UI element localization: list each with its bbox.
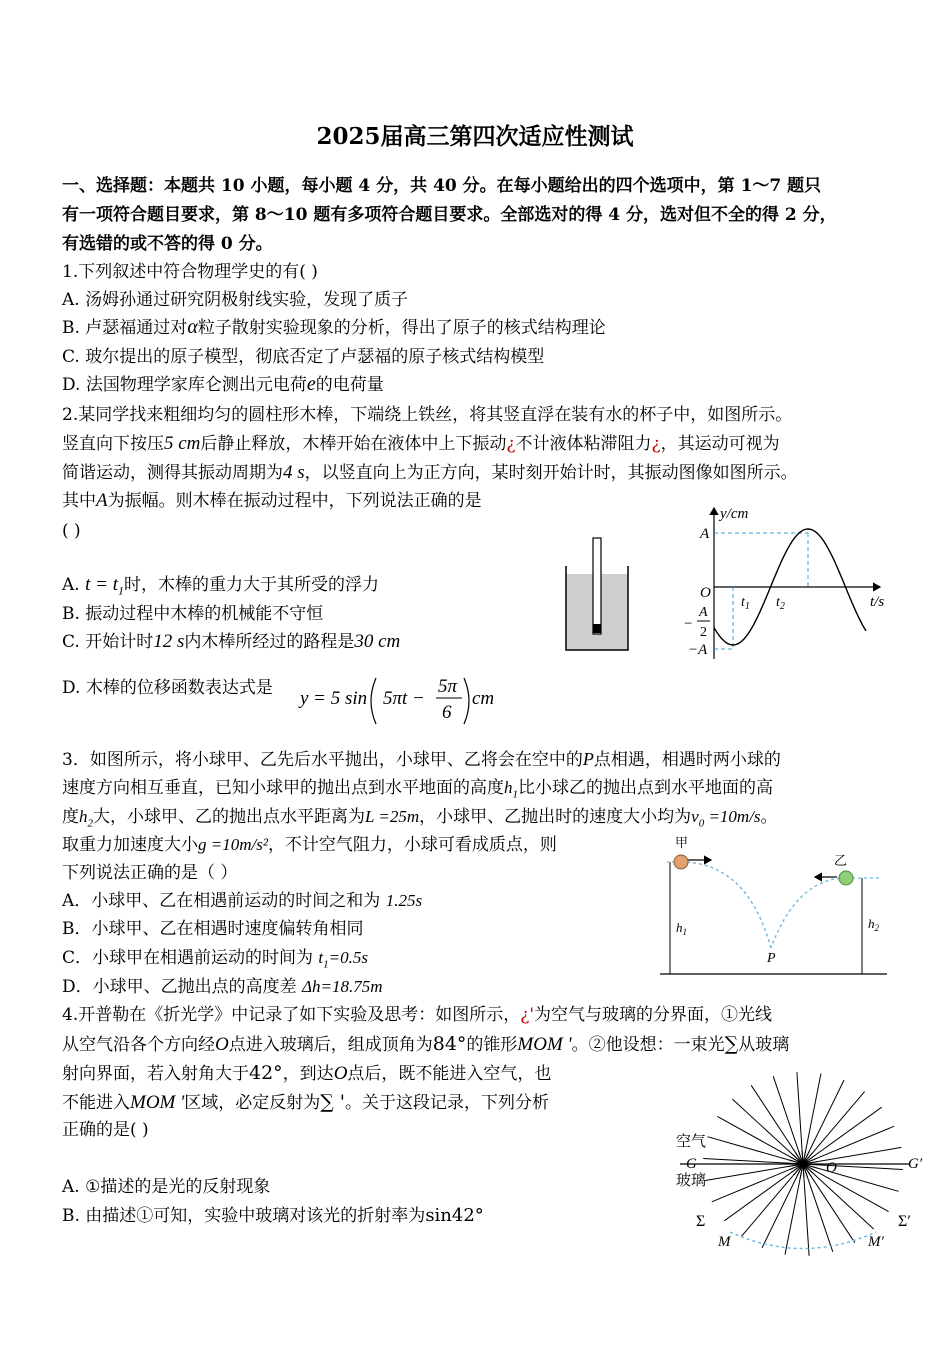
ball-yi xyxy=(839,871,853,885)
amplitude-label: A xyxy=(700,526,710,542)
formula-arg: 5πt − xyxy=(383,688,425,709)
q2-option-a: A. $t = t_1$时，木棒的重力大于其所受的浮力 xyxy=(62,574,379,598)
neg-amplitude-label: −A xyxy=(688,642,708,658)
g-label: G xyxy=(686,1156,697,1172)
t2-label: $t_2$ xyxy=(776,595,785,612)
t1-label: $t_1$ xyxy=(741,595,750,612)
q4-stem-1: 4.开普勒在《折光学》中记录了如下实验及思考：如图所示，¿'为空气与玻璃的分界面，①光线 xyxy=(62,1005,773,1025)
q1-stem: 1.下列叙述中符合物理学史的有( ) xyxy=(62,262,318,282)
q3-option-b: B．小球甲、乙在相遇时速度偏转角相同 xyxy=(62,919,364,939)
q2-option-c: C. 开始计时12 s内木棒所经过的路程是30 cm xyxy=(62,631,401,652)
q4-refraction-figure xyxy=(660,1070,940,1260)
q1-option-d: D. 法国物理学家库仑测出元电荷e的电荷量 xyxy=(62,373,384,395)
q3-projectile-figure xyxy=(655,832,895,980)
q2-vibration-graph xyxy=(680,500,900,665)
formula-right-paren xyxy=(464,678,469,724)
wooden-rod xyxy=(593,538,601,634)
q3-option-a: A．小球甲、乙在相遇前运动的时间之和为 1.25s xyxy=(62,891,423,911)
y-axis-label: y/cm xyxy=(720,506,749,522)
q2-option-d: D. 木棒的位移函数表达式是 xyxy=(62,678,273,698)
q2-stem-2: 竖直向下按压5 cm后静止释放，木棒开始在液体中上下振动¿不计液体粘滞阻力¿，其运动可视为 xyxy=(62,433,780,454)
glass-label: 玻璃 xyxy=(676,1173,707,1189)
q4-stem-5: 正确的是( ) xyxy=(62,1120,149,1140)
sigma-label: Σ xyxy=(696,1213,706,1230)
q2-stem-1: 2.某同学找来粗细均匀的圆柱形木棒，下端绕上铁丝，将其竖直浮在装有水的杯子中，如图所示。 xyxy=(62,405,793,425)
q3-option-d: D．小球甲、乙抛出点的高度差 Δh=18.75m xyxy=(62,977,383,997)
q4-stem-4: 不能进入MOM '区域，必定反射为∑ '。关于这段记录，下列分析 xyxy=(62,1091,550,1113)
q4-stem-2: 从空气沿各个方向经O点进入玻璃后，组成顶角为84°的锥形MOM '。②他设想：一束光∑从玻璃 xyxy=(62,1033,790,1055)
trajectory-yi xyxy=(771,878,846,948)
ball-jia xyxy=(674,855,688,869)
half-amp-num: A xyxy=(699,605,708,620)
jia-label: 甲 xyxy=(675,835,689,850)
q1-option-a: A. 汤姆孙通过研究阴极射线实验，发现了质子 xyxy=(62,290,409,310)
q2-answer-paren: ( ) xyxy=(62,521,81,541)
q3-stem-4: 取重力加速度大小g =10m/s²，不计空气阻力，小球可看成质点，则 xyxy=(62,835,557,855)
q1-option-b: B. 卢瑟福通过对α粒子散射实验现象的分析，得出了原子的核式结构理论 xyxy=(62,316,606,338)
yi-label: 乙 xyxy=(834,853,848,868)
q3-stem-2: 速度方向相互垂直，已知小球甲的抛出点到水平地面的高度$h_1$比小球乙的抛出点到水平地面的高 xyxy=(62,778,773,801)
sigma-prime-label: Σ′ xyxy=(898,1213,911,1230)
q4-option-a: A. ①描述的是光的反射现象 xyxy=(62,1177,271,1197)
page-title: 2025届高三第四次适应性测试 xyxy=(316,123,634,150)
formula-unit: cm xyxy=(472,688,495,709)
half-amp-minus: − xyxy=(684,616,693,632)
cone-arc xyxy=(730,1232,876,1249)
q3-stem-1: 3．如图所示，将小球甲、乙先后水平抛出，小球甲、乙将会在空中的P点相遇，相遇时两小球的 xyxy=(62,749,781,770)
formula-den: 6 xyxy=(442,702,452,723)
point-o xyxy=(801,1162,806,1167)
q3-stem-3: 度$h_2$大，小球甲、乙的抛出点水平距离为L =25m，小球甲、乙抛出时的速度大小均为$v_0 =10m/s$。 xyxy=(62,807,778,830)
formula-left-paren xyxy=(371,678,376,724)
section-instructions-1: 一、选择题：本题共 10 小题，每小题 4 分，共 40 分。在每小题给出的四个选项中，第 1～7 题只 xyxy=(62,176,822,196)
q3-option-c: C．小球甲在相遇前运动的时间为 $t_1=0.5s$ xyxy=(62,948,368,971)
origin-label: O xyxy=(700,585,711,601)
air-label: 空气 xyxy=(676,1134,707,1150)
section-instructions-3: 有选错的或不答的得 0 分。 xyxy=(62,234,273,254)
h2-label: $h_2$ xyxy=(868,916,879,933)
q2-stem-4: 其中A为振幅。则木棒在振动过程中，下列说法正确的是 xyxy=(62,490,482,511)
formula-lhs: y = 5 sin xyxy=(300,688,368,709)
t-axis-label: t/s xyxy=(870,594,885,610)
q1-option-c: C. 玻尔提出的原子模型，彻底否定了卢瑟福的原子核式结构模型 xyxy=(62,347,545,367)
h1-label: $h_1$ xyxy=(676,920,687,937)
q3-stem-5: 下列说法正确的是（ ） xyxy=(62,863,238,883)
q2-option-b: B. 振动过程中木棒的机械能不守恒 xyxy=(62,604,324,624)
half-amp-den: 2 xyxy=(700,625,707,640)
g-prime-label: G′ xyxy=(908,1156,923,1172)
q4-stem-3: 射向界面，若入射角大于42°，到达O点后，既不能进入空气，也 xyxy=(62,1062,552,1084)
iron-wire xyxy=(594,624,601,633)
o-label: O xyxy=(826,1160,837,1176)
q2-option-d-formula xyxy=(296,666,506,726)
m-label: M xyxy=(718,1234,731,1250)
p-label: P xyxy=(767,951,776,966)
q4-option-b: B. 由描述①可知，实验中玻璃对该光的折射率为sin42° xyxy=(62,1205,484,1226)
section-instructions-2: 有一项符合题目要求，第 8～10 题有多项符合题目要求。全部选对的得 4 分，选对但不全的得 2 分， xyxy=(62,205,837,225)
formula-num: 5π xyxy=(438,676,458,697)
q2-stem-3: 简谐运动，测得其振动周期为4 s，以竖直向上为正方向，某时刻开始计时，其振动图像如图所示。 xyxy=(62,462,798,483)
trajectory-jia xyxy=(681,862,771,948)
q2-beaker-figure xyxy=(560,530,635,655)
m-prime-label: M′ xyxy=(868,1234,884,1250)
